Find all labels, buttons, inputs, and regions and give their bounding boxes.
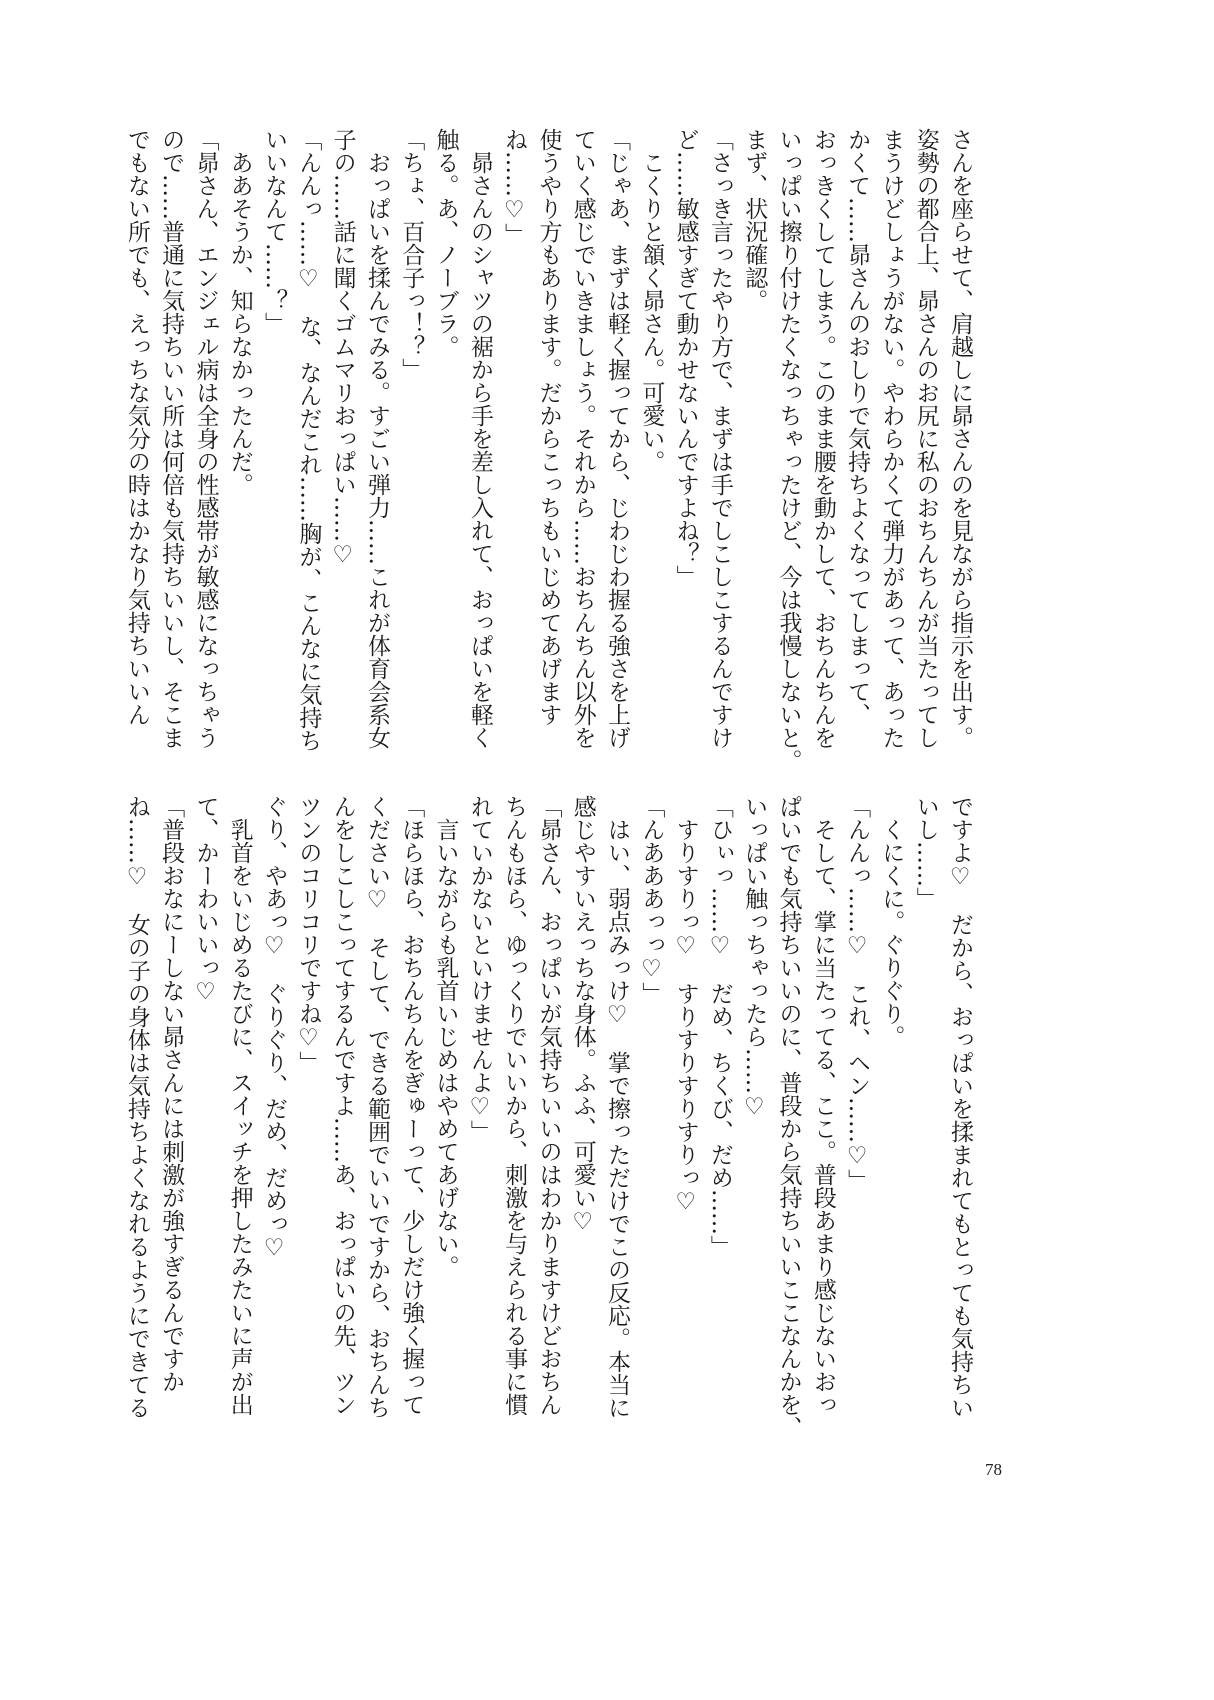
text-line: ですよ♡ だから、おっぱいを揉まれてもとっても気持ちい	[947, 795, 973, 1419]
text-line: いっぱい擦り付けたくなっちゃったけど、今は我慢しないと。	[775, 128, 802, 772]
text-line: 「普段おなにーしない昴さんには刺激が強すぎるんですか	[158, 795, 185, 1393]
text-line: ください♡ そして、できる範囲でいいですから、おちんち	[363, 795, 390, 1419]
text-line: いし……」	[912, 795, 939, 910]
text-line: こくりと頷く昴さん。可愛い。	[638, 128, 665, 473]
text-line: ああそうか、知らなかったんだ。	[226, 128, 253, 496]
text-line: 言いながらも乳首いじめはやめてあげない。	[432, 795, 459, 1278]
text-line: くにくに。ぐりぐり。	[878, 795, 905, 1048]
text-line: おっきくしてしまう。このまま腰を動かして、おちんちんを	[809, 128, 836, 749]
text-line: ていく感じでいきましょう。それから……おちんちん以外を	[569, 128, 596, 749]
text-line: ね……♡ 女の子の身体は気持ちよくなれるようにできてる	[123, 795, 150, 1419]
text-line: れていかないといけませんよ♡」	[466, 795, 493, 1143]
text-line: ど……敏感すぎて動かせないんですよね？」	[672, 128, 699, 588]
text-line: 子の……話に聞くゴムマリおっぱい……♡	[329, 128, 356, 568]
text-line: 「さっき言ったやり方で、まずは手でしこしこするんですけ	[706, 128, 733, 749]
text-line: まうけどしょうがない。やわらかくて弾力があって、あった	[878, 128, 905, 749]
text-line: 姿勢の都合上、昴さんのお尻に私のおちんちんが当たってし	[912, 128, 939, 749]
text-line: ので……普通に気持ちいい所は何倍も気持ちいいし、そこま	[158, 128, 185, 749]
text-line: いいなんて……？」	[261, 128, 288, 335]
text-line: 「ほらほら、おちんちんをぎゅーって、少しだけ強く握って	[398, 795, 425, 1416]
text-line: 触る。あ、ノーブラ。	[432, 128, 459, 358]
text-line: て、かーわいいっ♡	[192, 795, 219, 1005]
text-line: 乳首をいじめるたびに、スイッチを押したみたいに声が出	[226, 795, 253, 1416]
text-line: おっぱいを揉んでみる。すごい弾力……これが体育会系女	[363, 128, 390, 749]
text-line: んをしこしこってするんですよ……あ、おっぱいの先、ツン	[329, 795, 356, 1416]
text-line: 昴さんのシャツの裾から手を差し入れて、おっぱいを軽く	[466, 128, 493, 749]
text-line: 「昴さん、おっぱいが気持ちいいのはわかりますけどおちん	[535, 795, 562, 1416]
lower-text-block	[117, 795, 977, 1439]
text-line: いっぱい触っちゃったら……♡	[741, 795, 768, 1120]
text-line: そして、掌に当たってる、ここ。普段あまり感じないおっ	[809, 795, 836, 1416]
text-line: 使うやり方もあります。だからこっちもいじめてあげます	[535, 128, 562, 726]
text-line: ね……♡」	[501, 128, 528, 246]
page-number: 78	[985, 1460, 1002, 1479]
text-line: 「ひぃっ……♡ だめ、ちくび、だめ……」	[706, 795, 733, 1258]
upper-text-block	[117, 128, 977, 772]
text-line: 感じやすいえっちな身体。ふふ、可愛い♡	[569, 795, 596, 1235]
text-line: 「昴さん、エンジェル病は全身の性感帯が敏感になっちゃう	[192, 128, 219, 749]
text-line: ツンのコリコリですね♡」	[295, 795, 322, 1074]
text-line: ぐり、やあっ♡ ぐりぐり、だめ、だめっ♡	[261, 795, 288, 1261]
text-line: 「んんっ……♡ な、なんだこれ……胸が、こんなに気持ち	[295, 128, 322, 752]
text-line: すりすりっ♡ すりすりすりすりっ♡	[672, 795, 699, 1215]
text-line: 「んあああっっ♡」	[638, 795, 665, 1005]
text-line: ぱいでも気持ちいいのに、普段から気持ちいいここなんかを、	[775, 795, 802, 1439]
text-line: ちんもほら、ゆっくりでいいから、刺激を与えられる事に慣	[501, 795, 528, 1416]
text-line: かくて……昴さんのおしりで気持ちよくなってしまって、	[844, 128, 871, 726]
text-line: まず、状況確認。	[741, 128, 768, 312]
text-line: さんを座らせて、肩越しに昴さんのを見ながら指示を出す。	[947, 128, 973, 749]
text-line: 「ちょ、百合子っ！？」	[398, 128, 425, 381]
text-line: はい、弱点みっけ♡ 掌で擦っただけでこの反応。本当に	[604, 795, 631, 1419]
text-line: でもない所でも、えっちな気分の時はかなり気持ちいいん	[123, 128, 150, 726]
text-line: 「じゃあ、まずは軽く握ってから、じわじわ握る強さを上げ	[604, 128, 631, 749]
text-line: 「んんっ……♡ これ、ヘン……♡」	[844, 795, 871, 1192]
